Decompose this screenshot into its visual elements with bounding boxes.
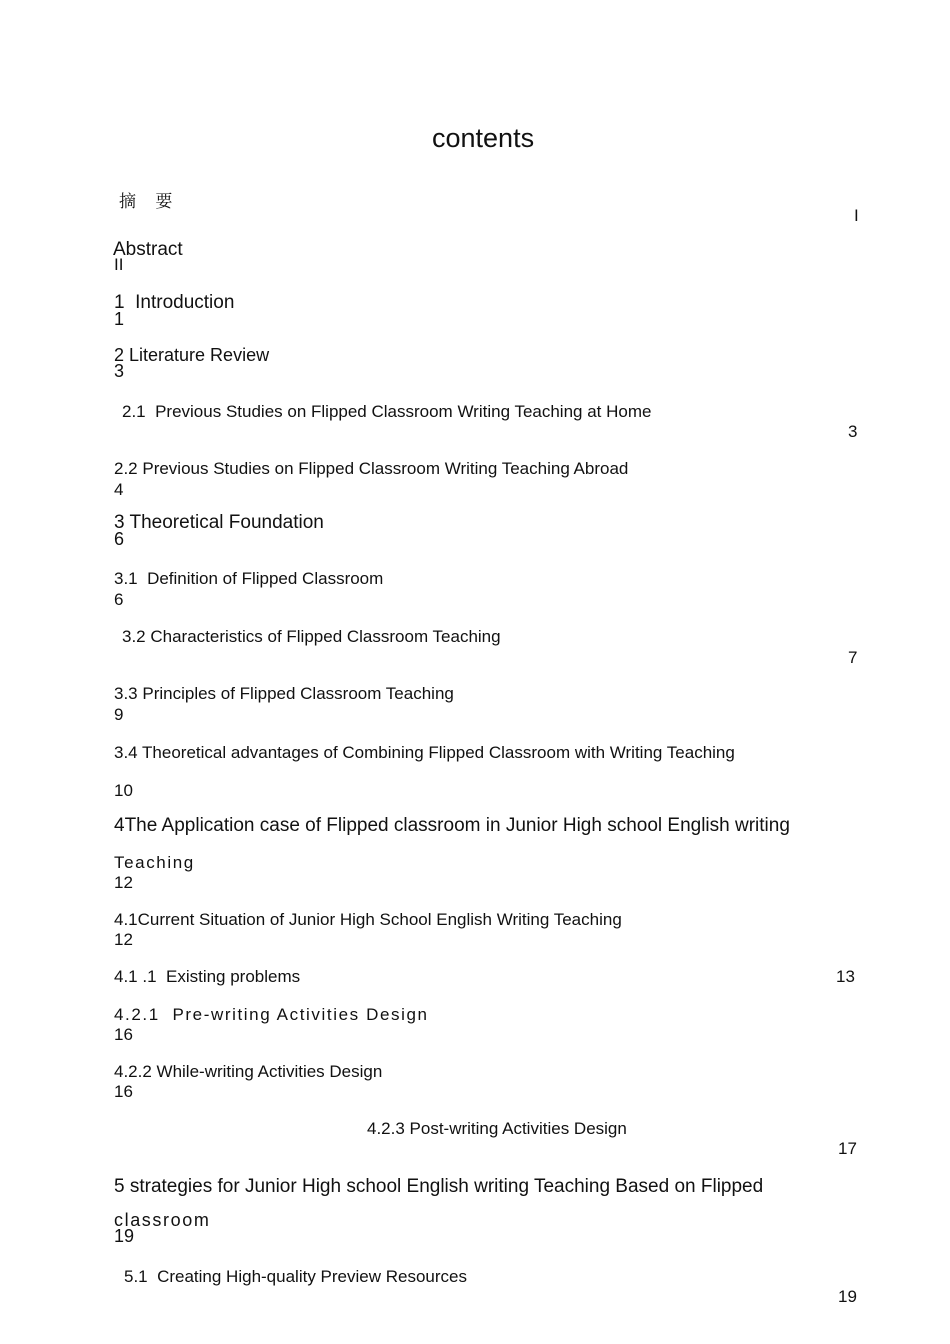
- toc-entry-page: 16: [114, 1082, 133, 1101]
- toc-entry-page: 1: [114, 309, 125, 329]
- toc-entry-label: 3.1 Definition of Flipped Classroom: [114, 569, 384, 588]
- toc-entry-page: 9: [114, 705, 124, 724]
- toc-entry-label: 3 Theoretical Foundation: [114, 512, 324, 533]
- toc-entry-page: 16: [114, 1025, 133, 1044]
- page-title: contents: [432, 123, 535, 153]
- toc-entry-label: 3.3 Principles of Flipped Classroom Teaching: [114, 684, 454, 703]
- toc-entry-label: Abstract: [113, 239, 183, 260]
- toc-entry-page: 6: [114, 529, 125, 549]
- toc-entry-label-continued: Teaching: [114, 853, 195, 872]
- toc-entry-page: 17: [838, 1139, 857, 1158]
- toc-entry-label: 4.2.2 While-writing Activities Design: [114, 1062, 383, 1081]
- toc-entry-page: 3: [848, 422, 858, 441]
- toc-entry-page: 13: [836, 967, 855, 986]
- toc-entry-label: 1 Introduction: [114, 292, 235, 313]
- toc-entry-page: 6: [114, 590, 124, 609]
- toc-entry-label: 4.2.3 Post-writing Activities Design: [367, 1119, 627, 1138]
- toc-entry-page: 12: [114, 930, 133, 949]
- toc-entry-page: II: [114, 255, 124, 274]
- toc-entry-label: 2.2 Previous Studies on Flipped Classroom Writing Teaching Abroad: [114, 459, 629, 478]
- toc-entry-page: 19: [114, 1226, 135, 1246]
- toc-entry-label: 4.1Current Situation of Junior High School English Writing Teaching: [114, 910, 622, 929]
- toc-entry-label: 3.4 Theoretical advantages of Combining Flipped Classroom with Writing Teaching: [114, 743, 735, 762]
- toc-entry-label: 3.2 Characteristics of Flipped Classroom Teaching: [122, 627, 501, 646]
- toc-entry-page: 19: [838, 1287, 857, 1306]
- toc-entry-label: 4The Application case of Flipped classroom in Junior High school English writing: [114, 815, 790, 836]
- toc-entry-label: 5 strategies for Junior High school English writing Teaching Based on Flipped: [114, 1176, 764, 1197]
- toc-entry-page: 10: [114, 781, 133, 800]
- toc-entry-label: 5.1 Creating High-quality Preview Resources: [124, 1267, 467, 1286]
- toc-entry-page: 3: [114, 361, 125, 381]
- toc-entry-label: 摘 要: [119, 192, 180, 212]
- toc-entry-page: 4: [114, 480, 124, 499]
- toc-entry-label-continued: classroom: [114, 1210, 211, 1230]
- toc-entry-page: 12: [114, 873, 133, 892]
- toc-entry-label: 4.1 .1 Existing problems: [114, 967, 301, 986]
- toc-entry-page: 7: [848, 648, 858, 667]
- toc-entry-label: 2 Literature Review: [114, 345, 270, 365]
- toc-entry-page: I: [854, 206, 859, 225]
- toc-entry-label: 4.2.1 Pre-writing Activities Design: [114, 1005, 429, 1024]
- toc-entry-label: 2.1 Previous Studies on Flipped Classroom Writing Teaching at Home: [122, 402, 652, 421]
